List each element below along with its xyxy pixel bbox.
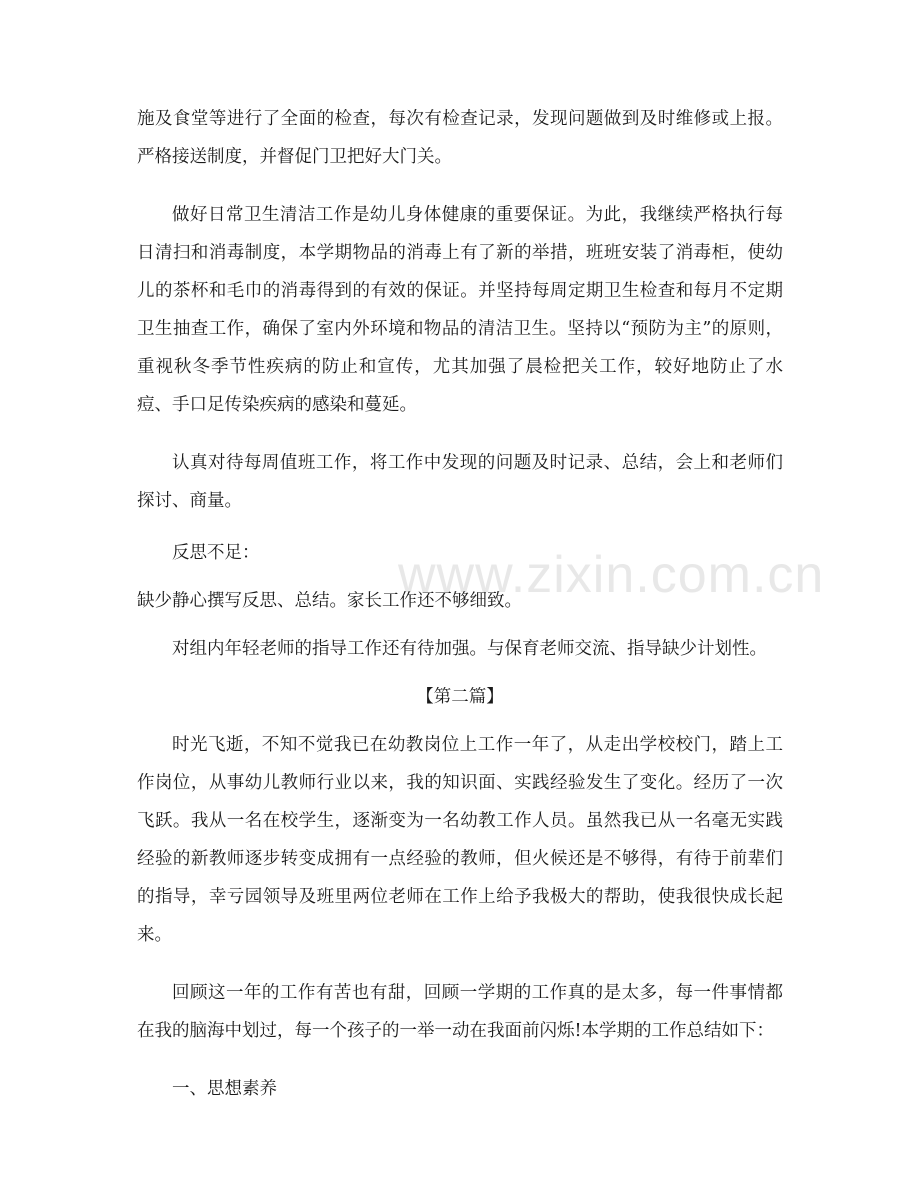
document-body [137, 100, 783, 1108]
paragraph-shortcoming-2: 对组内年轻老师的指导工作还有待加强。与保育老师交流、指导缺少计划性。 [172, 639, 767, 659]
paragraph-shortcoming-1: 缺少静心撰写反思、总结。家长工作还不够细致。 [137, 591, 522, 611]
paragraph-intro-year: 时光飞逝，不知不觉我已在幼教岗位上工作一年了，从走出学校校门，踏上工作岗位，从事幼儿教师行业以来，我的知识面、实践经验发生了变化。经历了一次飞跃。我从一名在校学生，逐渐变为一名幼教工作人员。虽然我已从一名毫无实践经验的新教师逐步转变成拥有一点经验的教师，但火候还是不够得，有待于前辈们的指导，幸亏园领导及班里两位老师在工作上给予我极大的帮助，使我很快成长起来。 [137, 735, 783, 945]
paragraph-review: 回顾这一年的工作有苦也有甜，回顾一学期的工作真的是太多，每一件事情都在我的脑海中划过，每一个孩子的一举一动在我面前闪烁!本学期的工作总结如下： [137, 983, 783, 1041]
paragraph-reflection-heading: 反思不足： [172, 543, 260, 563]
paragraph-inspection: 施及食堂等进行了全面的检查，每次有检查记录，发现问题做到及时维修或上报。严格接送制度，并督促门卫把好大门关。 [137, 109, 783, 167]
section-heading-part-two: 【第二篇】 [416, 687, 504, 707]
paragraph-duty: 认真对待每周值班工作，将工作中发现的问题及时记录、总结，会上和老师们探讨、商量。 [137, 453, 783, 511]
paragraph-hygiene: 做好日常卫生清洁工作是幼儿身体健康的重要保证。为此，我继续严格执行每日清扫和消毒制度，本学期物品的消毒上有了新的举措，班班安装了消毒柜，使幼儿的茶杯和毛巾的消毒得到的有效的保证。并坚持每周定期卫生检查和每月不定期卫生抽查工作，确保了室内外环境和物品的清洁卫生。坚持以“预防为主”的原则，重视秋冬季节性疾病的防止和宣传，尤其加强了晨检把关工作，较好地防止了水痘、手口足传染疾病的感染和蔓延。 [137, 205, 783, 415]
subheading-ideology: 一、思想素养 [172, 1079, 277, 1099]
watermark: www.zixin.com.cn [398, 546, 825, 604]
